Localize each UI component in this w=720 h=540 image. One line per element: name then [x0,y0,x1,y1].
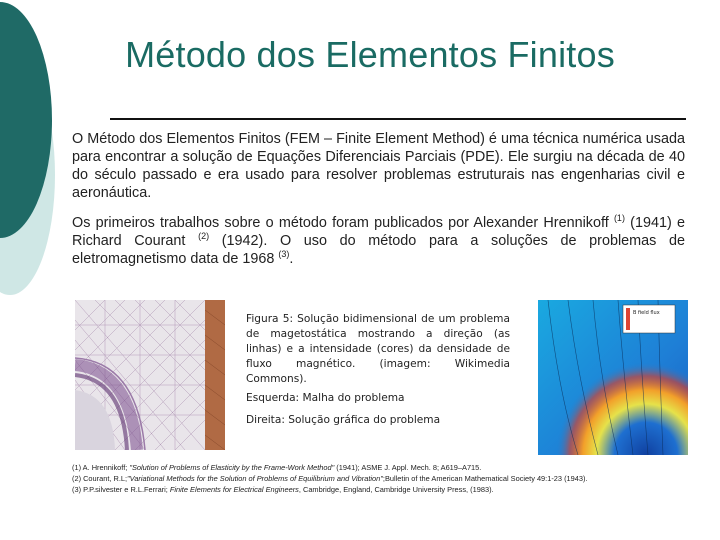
field-solution-image [538,300,688,455]
ref-marker-3: (3) [278,249,290,260]
references [72,462,694,495]
reference-1: (1) A. Hrennikoff; "Solution of Problems of Elasticity by the Frame-Work Method" (1941); ASME J. Appl. Mech. 8; A619–A715. [72,463,482,472]
ref-marker-1: (1) [613,213,625,224]
ref-marker-2: (2) [198,231,210,242]
history-paragraph: Os primeiros trabalhos sobre o método foram publicados por Alexander Hrennikoff $^{(1)}$ (1941) e Richard Courant $^{(2)}$ (1942). O uso do método para a soluções de problemas de eletromagnetismo data de 1968 $^{(3)}$. [72,213,685,267]
right-figure-label: Direita: Solução gráfica do problema [246,414,441,426]
left-figure-label: Esquerda: Malha do problema [246,392,405,404]
mesh-image [75,300,225,450]
title-divider [110,118,686,120]
legend-label: B field flux [633,310,660,316]
reference-2: (2) Courant, R.L;"Variational Methods for the Solution of Problems of Equilibrium and Vibration";Bulletin of the American Mathematical Society 49:1-23 (1943). [72,474,588,483]
slide-title: Método dos Elementos Finitos [125,34,615,75]
figure-caption: Figura 5: Solução bidimensional de um problema de magetostática mostrando a direção (as linhas) e a intensidade (cores) da densidade de fluxo magnético. (imagem: Wikimedia Commons). [246,313,510,385]
intro-paragraph: O Método dos Elementos Finitos (FEM – Finite Element Method) é uma técnica numérica usada para encontrar a solução de Equações Diferenciais Parciais (PDE). Ele surgiu na década de 40 do século passado e era usado para resolver problemas estruturais nas engenharias civil e aeronáutica. [72,131,685,201]
reference-3: (3) P.P.silvester e R.L.Ferrari; Finite Elements for Electrical Engineers, Cambridge, England, Cambridge University Press, (1983). [72,485,494,494]
